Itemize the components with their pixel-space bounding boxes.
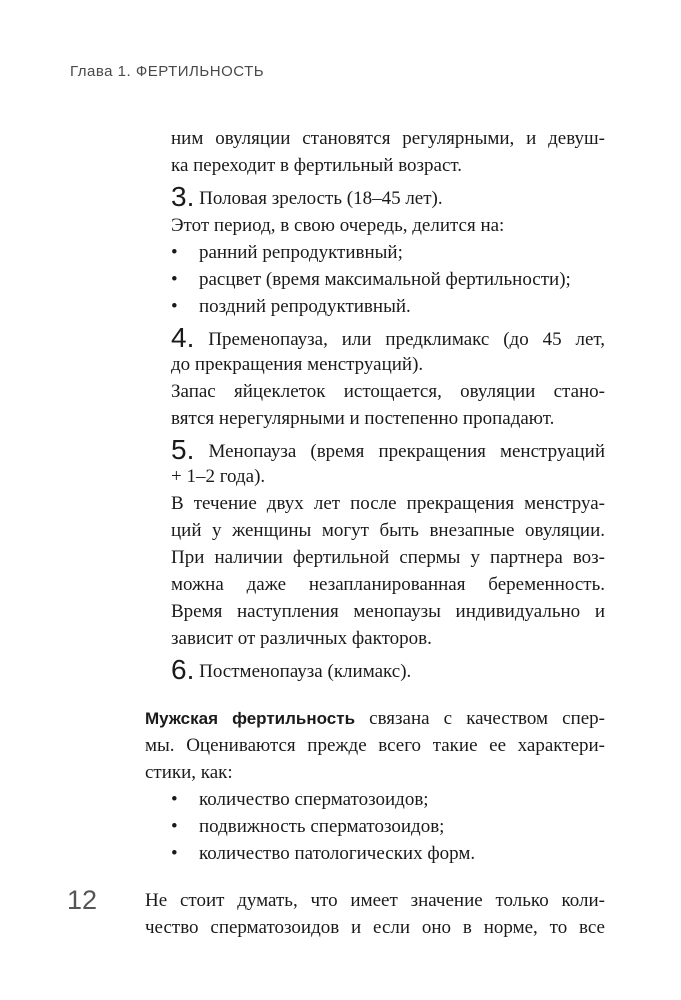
stage-title: Пременопауза, или предклимакс (до 45 лет, <box>208 329 605 350</box>
paragraph-line: можна даже незапланированная беременность. <box>171 574 605 595</box>
stage-4-heading <box>145 324 605 351</box>
section-gap <box>145 867 605 887</box>
stage-number: 4. <box>171 324 195 351</box>
running-head: Глава 1. ФЕРТИЛЬНОСТЬ <box>70 63 265 80</box>
paragraph-line: ка переходит в фертильный возраст. <box>171 155 463 176</box>
list-item: • количество сперматозоидов; <box>145 786 605 813</box>
bullet-icon: • <box>171 242 178 263</box>
stage-number: 6. <box>171 654 195 685</box>
page-body <box>145 125 605 941</box>
paragraph-line: ним овуляции становятся регулярными, и девуш- <box>171 128 605 149</box>
paragraph-line: Этот период, в свою очередь, делится на: <box>171 215 505 236</box>
paragraph-line: Время наступления менопаузы индивидуально и <box>171 601 605 622</box>
paragraph-line: + 1–2 года). <box>171 466 266 487</box>
male-fertility-term: Мужская фертильность <box>145 709 356 728</box>
stage-6-heading <box>145 656 605 685</box>
paragraph-line: стики, как: <box>145 762 233 783</box>
stage-title: Постменопауза (климакс). <box>199 661 412 682</box>
stage-3-heading <box>145 183 605 212</box>
list-item: • расцвет (время максимальной фертильности); <box>145 266 605 293</box>
stage-number: 5. <box>171 436 195 463</box>
paragraph-line: Мужская фертильность связана с качеством спер- <box>145 708 605 729</box>
list-item: • подвижность сперматозоидов; <box>145 813 605 840</box>
bullet-icon: • <box>171 789 178 810</box>
list-item: • ранний репродуктивный; <box>145 239 605 266</box>
bullet-icon: • <box>171 296 178 317</box>
list-item: • количество патологических форм. <box>145 840 605 867</box>
stage-number: 3. <box>171 181 195 212</box>
paragraph-line: зависит от различных факторов. <box>171 628 432 649</box>
stage-5-heading <box>145 436 605 463</box>
paragraph-line: Запас яйцеклеток истощается, овуляции стано- <box>171 381 605 402</box>
paragraph-line: вятся нерегулярными и постепенно пропадают. <box>171 408 555 429</box>
paragraph-line: В течение двух лет после прекращения менструа- <box>171 493 605 514</box>
paragraph-line: чество сперматозоидов и если оно в норме, то все <box>145 917 605 938</box>
section-gap <box>145 685 605 705</box>
paragraph-line: При наличии фертильной спермы у партнера воз- <box>171 547 605 568</box>
stage-title: Половая зрелость (18–45 лет). <box>199 188 443 209</box>
paragraph-line: ций у женщины могут быть внезапные овуляции. <box>171 520 605 541</box>
bullet-icon: • <box>171 816 178 837</box>
paragraph-line: до прекращения менструаций). <box>171 354 424 375</box>
paragraph-line: Не стоит думать, что имеет значение только коли- <box>145 890 605 911</box>
stage-title: Менопауза (время прекращения менструаций <box>208 441 605 462</box>
bullet-icon: • <box>171 843 178 864</box>
list-item: • поздний репродуктивный. <box>145 293 605 320</box>
paragraph-line: мы. Оцениваются прежде всего такие ее характери- <box>145 735 605 756</box>
page-number: 12 <box>67 885 98 915</box>
bullet-icon: • <box>171 269 178 290</box>
